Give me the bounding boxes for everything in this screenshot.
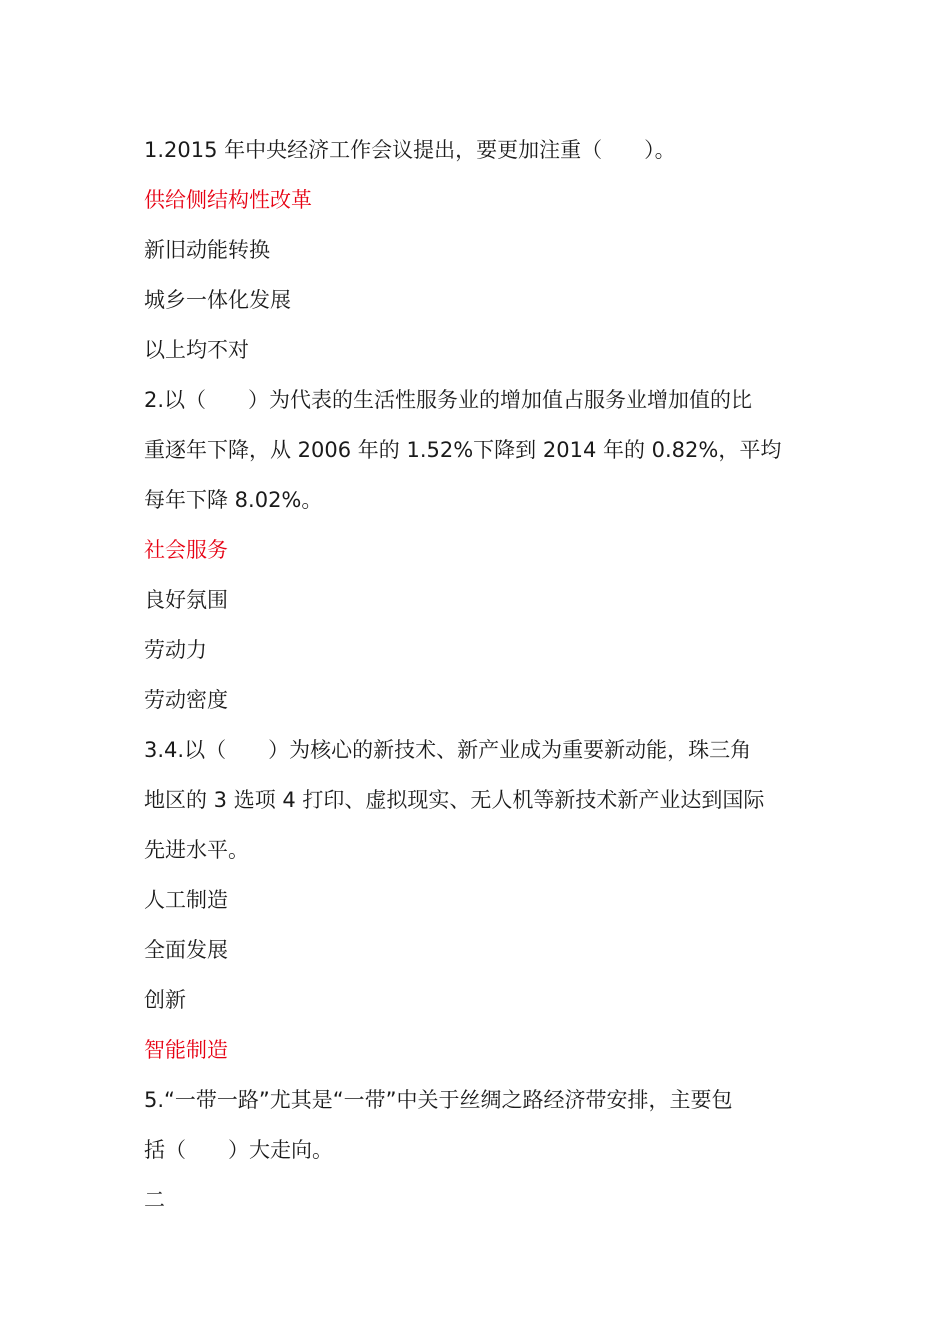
question-stem-line: 括（ ）大走向。 bbox=[144, 1138, 333, 1162]
option-correct: 社会服务 bbox=[144, 538, 228, 562]
document-body bbox=[144, 125, 816, 1225]
question-stem-line: 地区的 3 选项 4 打印、虚拟现实、无人机等新技术新产业达到国际 bbox=[144, 788, 765, 812]
option: 二 bbox=[144, 1188, 165, 1212]
option: 新旧动能转换 bbox=[144, 238, 270, 262]
option: 劳动密度 bbox=[144, 688, 228, 712]
option-correct: 供给侧结构性改革 bbox=[144, 188, 312, 212]
option: 良好氛围 bbox=[144, 588, 228, 612]
option: 劳动力 bbox=[144, 638, 207, 662]
question-stem-line: 2.以（ ）为代表的生活性服务业的增加值占服务业增加值的比 bbox=[144, 388, 753, 412]
option: 人工制造 bbox=[144, 888, 228, 912]
question-5 bbox=[144, 1075, 816, 1225]
option: 全面发展 bbox=[144, 938, 228, 962]
question-stem-line: 5.“一带一路”尤其是“一带”中关于丝绸之路经济带安排，主要包 bbox=[144, 1088, 733, 1112]
option: 以上均不对 bbox=[144, 338, 249, 362]
option: 创新 bbox=[144, 988, 186, 1012]
question-3 bbox=[144, 725, 816, 1075]
option: 城乡一体化发展 bbox=[144, 288, 291, 312]
option-correct: 智能制造 bbox=[144, 1038, 228, 1062]
question-stem-line: 先进水平。 bbox=[144, 838, 249, 862]
question-stem-line: 3.4.以（ ）为核心的新技术、新产业成为重要新动能，珠三角 bbox=[144, 738, 752, 762]
question-stem-line: 1.2015 年中央经济工作会议提出，要更加注重（ ）。 bbox=[144, 138, 676, 162]
question-stem-line: 每年下降 8.02%。 bbox=[144, 488, 323, 512]
question-2 bbox=[144, 375, 816, 725]
question-1 bbox=[144, 125, 816, 375]
question-stem-line: 重逐年下降，从 2006 年的 1.52%下降到 2014 年的 0.82%，平均 bbox=[144, 438, 782, 462]
